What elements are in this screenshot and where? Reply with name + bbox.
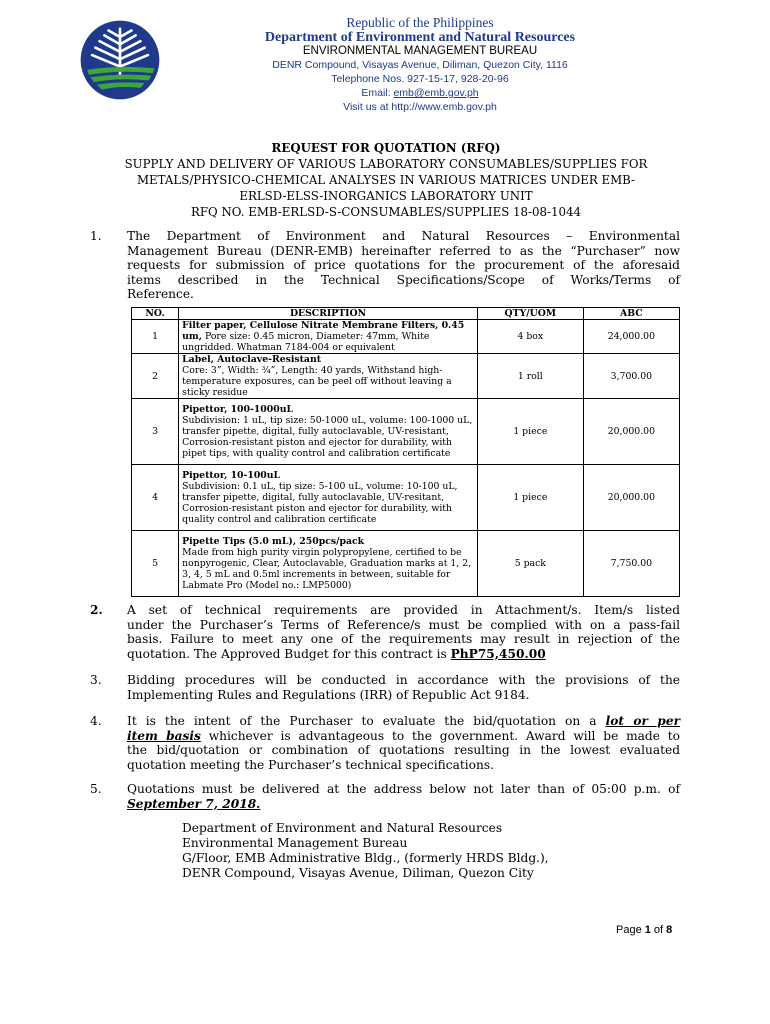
item-abc: 7,750.00 [583, 531, 679, 597]
paragraph-4-number: 4. [90, 714, 102, 728]
paragraph-2-line: under the Purchaser’s Terms of Reference/s must be complied with on a pass-fail [127, 617, 680, 632]
header-abc: ABC [583, 308, 679, 320]
item-description [179, 399, 478, 465]
current-page: 1 [644, 924, 651, 936]
item-abc: 3,700.00 [583, 354, 679, 399]
republic-label: Republic of the Philippines [346, 15, 494, 30]
item-spec: Made from high purity virgin polypropylene, certified to be nonpyrogenic, Clear, Autoclavable, Graduation marks at 1, 2, 3, 4, 5 mL and 0.5ml increments in between, suitable for Labmate Pro (Model no.: LMP5000) [182, 547, 472, 591]
paragraph-4 [127, 714, 680, 772]
page-number [616, 924, 672, 936]
table-header-row [132, 308, 680, 320]
item-name: Pipettor, 10-100uL [182, 470, 281, 481]
paragraph-4-line: the bid/quotation or combination of quotations resulting in the lowest evaluated [127, 743, 680, 757]
delivery-address [182, 821, 549, 881]
page-label: Page [616, 924, 645, 936]
paragraph-4-line [127, 714, 680, 729]
item-spec: Subdivision: 1 uL, tip size: 50-1000 uL, volume: 100-1000 uL, transfer pipette, digital, fully autoclavable, UV-resistant, Corrosion-resistant piston and ejector for durability, with pipet tips, with quality control and calibration certificate [182, 415, 473, 459]
table-row [132, 531, 680, 597]
website-line: Visit us at http://www.emb.gov.ph [343, 101, 497, 113]
total-pages: 8 [666, 924, 673, 936]
denr-logo-icon [79, 19, 161, 101]
item-description [179, 354, 478, 399]
address-line: Department of Environment and Natural Resources [182, 821, 503, 835]
email-line [220, 87, 620, 99]
submission-deadline: September 7, 2018. [127, 796, 261, 811]
paragraph-5-number: 5. [90, 782, 102, 796]
paragraph-3-line: Implementing Rules and Regulations (IRR) of Republic Act 9184. [127, 687, 530, 702]
paragraph-3 [127, 673, 680, 702]
item-description [179, 531, 478, 597]
paragraph-4-text: whichever is advantageous to the government. Award will be made to [200, 728, 680, 743]
header-description: DESCRIPTION [179, 308, 478, 320]
table-row [132, 399, 680, 465]
paragraph-3-number: 3. [90, 673, 102, 687]
item-spec: Pore size: 0.45 micron, Diameter: 47mm, White ungridded. Whatman 7184-004 or equivalent [182, 331, 430, 353]
paragraph-4-text: It is the intent of the Purchaser to evaluate the bid/quotation on a [127, 714, 606, 728]
office-address: DENR Compound, Visayas Avenue, Diliman, Quezon City, 1116 [272, 59, 568, 71]
item-no: 2 [132, 354, 179, 399]
lot-or-per-emphasis: lot or per [605, 714, 680, 728]
item-no: 3 [132, 399, 179, 465]
subject-line-3: ERLSD-ELSS-INORGANICS LABORATORY UNIT [239, 189, 533, 203]
approved-budget: PhP75,450.00 [450, 646, 546, 661]
paragraph-1 [127, 229, 680, 302]
paragraph-1-line: items described in the Technical Specifications/Scope of Works/Terms of [127, 272, 680, 287]
header-qty-uom: QTY/UOM [477, 308, 583, 320]
header-no: NO. [132, 308, 179, 320]
item-name: Label, Autoclave-Resistant [182, 354, 321, 365]
paragraph-2-line [127, 647, 680, 662]
paragraph-1-number: 1. [90, 229, 102, 243]
document-heading: REQUEST FOR QUOTATION (RFQ) [271, 141, 501, 155]
item-abc: 24,000.00 [583, 320, 679, 354]
address-line: G/Floor, EMB Administrative Bldg., (formerly HRDS Bldg.), [182, 851, 549, 865]
item-qty: 1 piece [477, 399, 583, 465]
bureau-name: ENVIRONMENTAL MANAGEMENT BUREAU [302, 45, 538, 57]
item-no: 4 [132, 465, 179, 531]
item-no: 1 [132, 320, 179, 354]
paragraph-1-line: Management Bureau (DENR-EMB) hereinafter referred to as the “Purchaser” now [127, 243, 680, 258]
paragraph-2-line: basis. Failure to meet any one of the requirements may result in rejection of the [127, 632, 680, 646]
paragraph-5-line: Quotations must be delivered at the address below not later than of 05:00 p.m. of [127, 782, 680, 796]
paragraph-2-number: 2. [90, 603, 103, 617]
address-line: DENR Compound, Visayas Avenue, Diliman, Quezon City [182, 866, 534, 880]
subject-line-1: SUPPLY AND DELIVERY OF VARIOUS LABORATORY CONSUMABLES/SUPPLIES FOR [124, 157, 648, 171]
item-qty: 5 pack [477, 531, 583, 597]
paragraph-1-line: Reference. [127, 287, 194, 301]
items-table [131, 307, 680, 597]
paragraph-1-line: requests for submission of price quotations for the procurement of the aforesaid [127, 258, 680, 272]
paragraph-1-line: The Department of Environment and Natural Resources – Environmental [127, 229, 680, 243]
item-name: Filter paper, Cellulose Nitrate Membrane Filters, 0.45 um, [182, 320, 465, 342]
item-no: 5 [132, 531, 179, 597]
table-row [132, 465, 680, 531]
item-basis-emphasis: item basis [127, 728, 201, 743]
rfq-number: RFQ NO. EMB-ERLSD-S-CONSUMABLES/SUPPLIES 18-08-1044 [190, 205, 582, 219]
paragraph-4-line [127, 729, 680, 744]
department-name: Department of Environment and Natural Resources [264, 30, 576, 45]
item-description [179, 465, 478, 531]
address-line: Environmental Management Bureau [182, 836, 408, 850]
paragraph-2 [127, 603, 680, 661]
telephone-numbers: Telephone Nos. 927-15-17, 928-20-96 [331, 73, 509, 85]
paragraph-3-line: Bidding procedures will be conducted in accordance with the provisions of the [127, 673, 680, 687]
table-row [132, 354, 680, 399]
item-description [179, 320, 478, 354]
email-link[interactable]: emb@emb.gov.ph [393, 87, 479, 99]
budget-sentence: quotation. The Approved Budget for this contract is [127, 646, 451, 661]
item-spec: Subdivision: 0.1 uL, tip size: 5-100 uL, volume: 10-100 uL, transfer pipette, digital, fully autoclavable, UV-resitant, Corrosion-resistant piston and ejector for durability, with quality control and calibration certificate [182, 481, 458, 525]
paragraph-4-line: quotation meeting the Purchaser’s technical specifications. [127, 757, 494, 772]
item-qty: 1 roll [477, 354, 583, 399]
item-qty: 4 box [477, 320, 583, 354]
item-abc: 20,000.00 [583, 465, 679, 531]
email-label: Email: [361, 87, 394, 99]
paragraph-5 [127, 782, 680, 811]
item-abc: 20,000.00 [583, 399, 679, 465]
subject-line-2: METALS/PHYSICO-CHEMICAL ANALYSES IN VARIOUS MATRICES UNDER EMB- [136, 173, 636, 187]
item-spec: Core: 3”, Width: ¾”, Length: 40 yards, Withstand high-temperature exposures, can be peel off without leaving a sticky residue [182, 365, 452, 398]
page-of-label: of [650, 924, 667, 936]
item-name: Pipettor, 100-1000uL [182, 404, 293, 415]
table-row [132, 320, 680, 354]
paragraph-2-line: A set of technical requirements are provided in Attachment/s. Item/s listed [127, 603, 680, 617]
item-qty: 1 piece [477, 465, 583, 531]
item-name: Pipette Tips (5.0 mL), 250pcs/pack [182, 536, 365, 547]
